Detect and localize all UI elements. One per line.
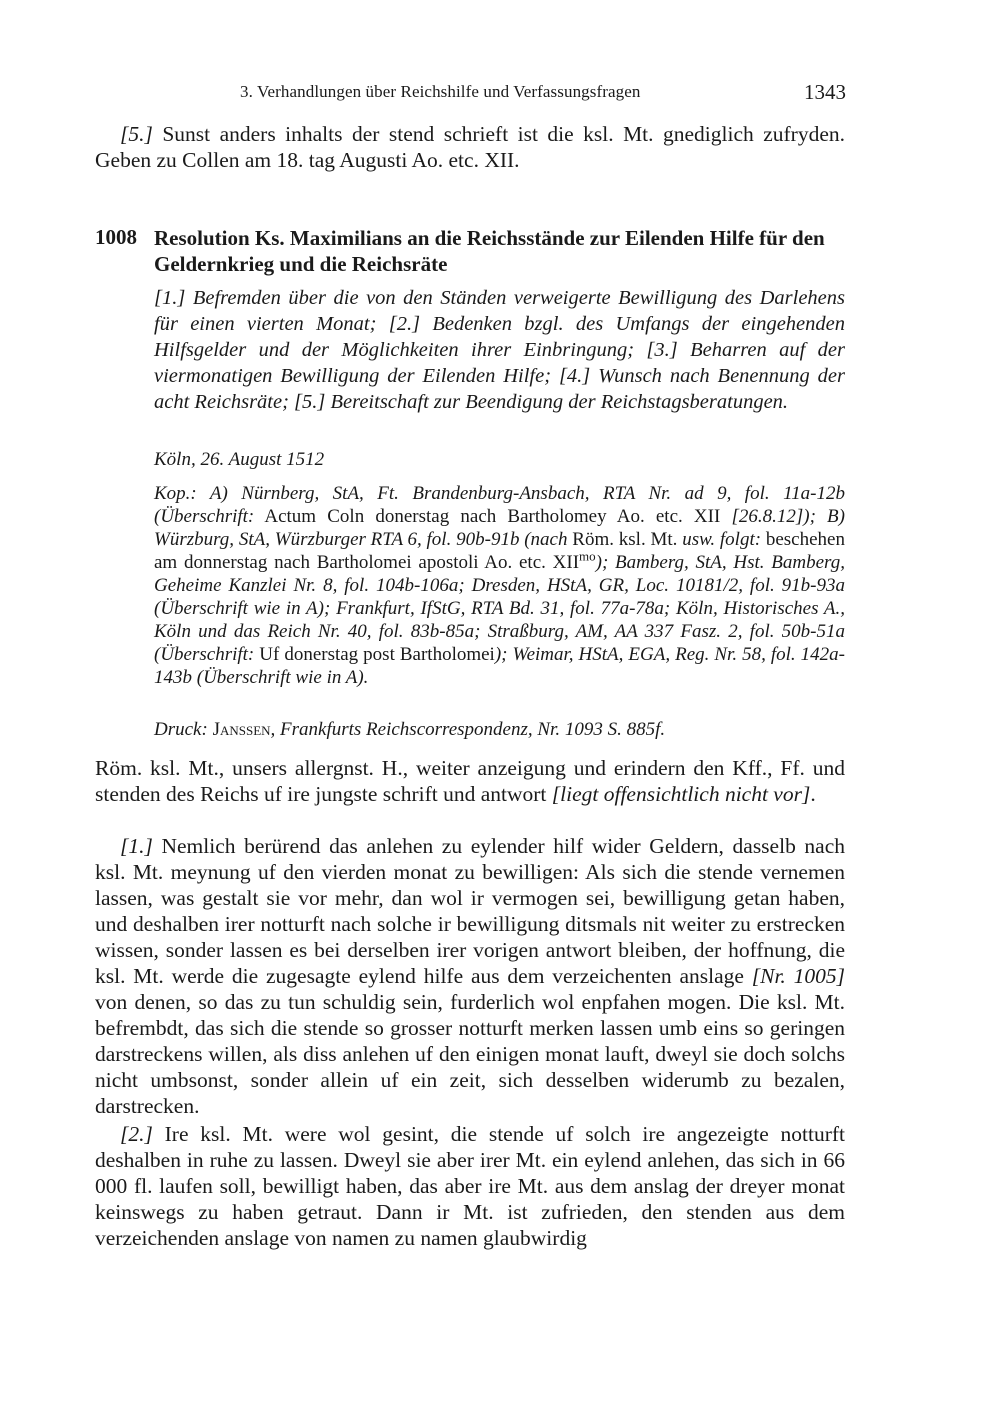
paragraph-text: Ire ksl. Mt. were wol gesint, die stende uf solch ire angezeigte notturft deshalben in ruhe zu lassen. Dweyl sie aber irer Mt. ein eylend anlehen, das sich in 66 000 fl. laufen soll, bewilligt haben, das aber ire Mt. aus dem anslag der dreyer monat keinswegs zu haben getraut. Dann ir Mt. ist zufrieden, den stenden aus dem verzeichenden anslage von namen zu namen glaubwirdig bbox=[95, 1122, 845, 1250]
print-label: Druck: bbox=[154, 719, 213, 740]
running-head: 3. Verhandlungen über Reichshilfe und Verfassungsfragen bbox=[240, 82, 641, 101]
source-part: ); Bamberg, StA, Hst. Bamberg, Geheime Kanzlei Nr. 8, fol. 104b-106a; Dresden, HStA, GR, Loc. 10181/2, fol. 91b-93a (Überschrift wie in A); Frankfurt, IfStG, RTA Bd. 31, fol. 77a-78a; Köln, Historisches A., Köln und das Reich Nr. 40, fol. 83b-85a; Straßburg, AM, AA 337 Fasz. 2, fol. 50b-51a (Überschrift: bbox=[154, 552, 845, 665]
paragraph-5-closing bbox=[95, 121, 845, 173]
paragraph-mark: [2.] bbox=[120, 1122, 153, 1146]
page-number: 1343 bbox=[804, 80, 846, 104]
paragraph-mark: [1.] bbox=[120, 834, 153, 858]
place-date: Köln, 26. August 1512 bbox=[154, 449, 325, 470]
print-reference bbox=[154, 718, 845, 741]
intro-text: Röm. ksl. Mt., unsers allergnst. H., weiter anzeigung und erindern den Kff., Ff. und stenden des Reichs uf ire jungste schrift und antwort bbox=[95, 756, 845, 806]
paragraph-mark: [5.] bbox=[120, 122, 153, 146]
source-quote: Uf donerstag post Bartholomei bbox=[254, 644, 495, 665]
superscript: mo bbox=[579, 548, 596, 564]
body-intro bbox=[95, 755, 845, 807]
source-part: Kop.: A) Nürnberg, StA, Ft. Brandenburg-Ansbach, RTA Nr. ad 9, fol. 11a-12b (Überschrift: bbox=[154, 483, 845, 527]
source-part: usw. folgt: bbox=[682, 529, 762, 550]
source-quote: beschehen am donnerstag nach Bartholomei apostoli Ao. etc. XII bbox=[154, 529, 845, 573]
cross-reference: [Nr. 1005] bbox=[751, 964, 845, 988]
regest: [1.] Befremden über die von den Ständen verweigerte Bewilligung des Darlehens für einen vierten Monat; [2.] Bedenken bzgl. des Umfangs der eingehenden Hilfsgelder und der Möglichkeiten ihrer Einbringung; [3.] Beharren auf der viermonatigen Bewilligung der Eilenden Hilfe; [4.] Wunsch nach Benennung der acht Reichsräte; [5.] Bereitschaft zur Beendigung der Reichstagsberatungen. bbox=[154, 287, 845, 413]
entry-number: 1008 bbox=[95, 225, 137, 249]
paragraph-text: von denen, so das zu tun schuldig sein, furderlich wol enpfahen mogen. Die ksl. Mt. befrembdt, das sich die stende so grosser notturft merken lassen umb eins so geringen darstreckens willen, als diss anlehen uf den einigen monat lauft, dweyl sie doch solchs nicht umbsonst, sonder allein uf ein zeit, sich desselben widerumb zu bezalen, darstrecken. bbox=[95, 990, 845, 1118]
print-author: Janssen bbox=[212, 719, 271, 740]
editor-note: [liegt offensichtlich nicht vor] bbox=[551, 782, 811, 806]
print-title: , Frankfurts Reichscorrespondenz, Nr. 1093 S. 885f. bbox=[270, 719, 666, 740]
source-quote: Röm. ksl. Mt. bbox=[567, 529, 683, 550]
paragraph-1 bbox=[95, 833, 845, 1119]
source-quote: Actum Coln donerstag nach Bartholomey Ao. etc. XII bbox=[254, 506, 732, 527]
paragraph-text: Sunst anders inhalts der stend schrieft ist die ksl. Mt. gnediglich zufryden. Geben zu Collen am 18. tag Augusti Ao. etc. XII. bbox=[95, 122, 845, 172]
intro-end: . bbox=[810, 782, 816, 806]
paragraph-2 bbox=[95, 1121, 845, 1251]
source-apparatus bbox=[154, 482, 845, 689]
source-part: [26.8.12]); B) Würzburg, StA, Würzburger RTA 6, fol. 90b-91b (nach bbox=[154, 506, 845, 550]
entry-title: Resolution Ks. Maximilians an die Reichsstände zur Eilenden Hilfe für den Geldernkrieg und die Reichsräte bbox=[154, 226, 825, 276]
paragraph-text: Nemlich berürend das anlehen zu eylender hilf wider Geldern, dasselb nach ksl. Mt. meynung uf den vierden monat zu bewilligen: Als sich die stende vernemen lassen, was gestalt sie vor mehr, dan wol ir vermogen sei, bewilligung getan haben, und deshalben irer notturft nach solche ir bewilligung ditsmals nit weiter zu erstrecken wissen, sonder lassen es bei derselben irer vorigen antwort bleiben, der hoffnung, die ksl. Mt. werde die zugesagte eylend hilfe aus dem verzeichenten anslage bbox=[95, 834, 845, 988]
source-part: ); Weimar, HStA, EGA, Reg. Nr. 58, fol. 142a-143b (Überschrift wie in A). bbox=[154, 644, 845, 688]
